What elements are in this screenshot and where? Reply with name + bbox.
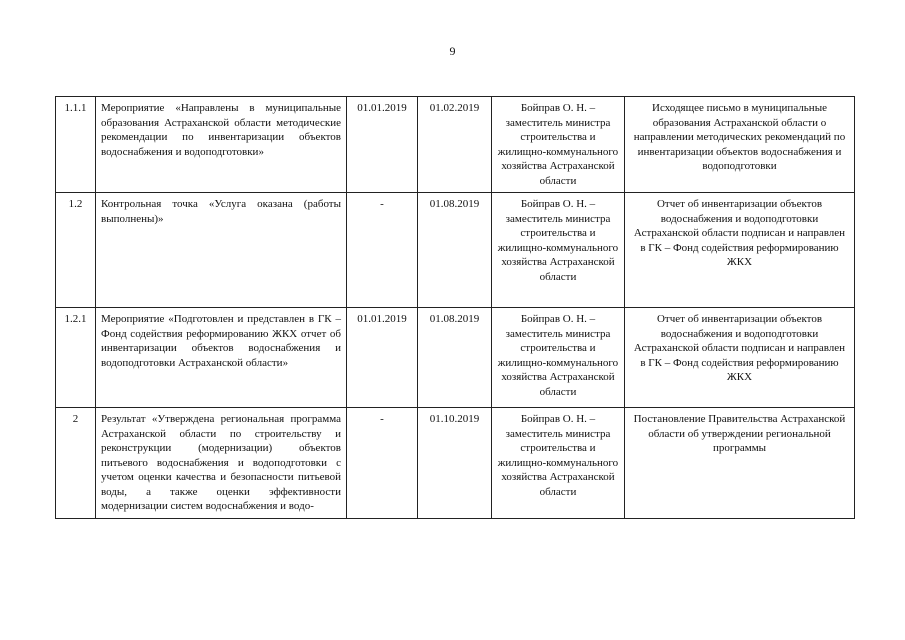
responsible-cell: Бойправ О. Н. – заместитель министра строительства и жилищно-коммунального хозяйства Астраханской области xyxy=(492,193,625,308)
activity-cell: Результат «Утверждена региональная программа Астраханской области по строительству и реконструкции (модернизации) объектов питьевого водоснабжения и водоподготовки с учетом оценки качества и безопасности питьевой воды, а также оценки эффективности модернизации систем водоснабжения и водо- xyxy=(96,408,347,519)
table-row xyxy=(56,408,855,519)
responsible-cell: Бойправ О. Н. – заместитель министра строительства и жилищно-коммунального хозяйства Астраханской области xyxy=(492,308,625,408)
start-date-cell: 01.01.2019 xyxy=(347,308,418,408)
end-date-cell: 01.10.2019 xyxy=(418,408,492,519)
table-row xyxy=(56,97,855,193)
row-number: 1.2 xyxy=(56,193,96,308)
activity-cell: Контрольная точка «Услуга оказана (работы выполнены)» xyxy=(96,193,347,308)
activity-cell: Мероприятие «Направлены в муниципальные образования Астраханской области методические рекомендации по инвентаризации объектов водоснабжения и водоподготовки» xyxy=(96,97,347,193)
activity-cell: Мероприятие «Подготовлен и представлен в ГК – Фонд содействия реформированию ЖКХ отчет об инвентаризации объектов водоснабжения и водоподготовки Астраханской области» xyxy=(96,308,347,408)
start-date-cell: 01.01.2019 xyxy=(347,97,418,193)
plan-table xyxy=(55,96,855,519)
result-cell: Исходящее письмо в муниципальные образования Астраханской области о направлении методических рекомендаций по инвентаризации объектов водоснабжения и водоподготовки xyxy=(625,97,855,193)
end-date-cell: 01.02.2019 xyxy=(418,97,492,193)
end-date-cell: 01.08.2019 xyxy=(418,193,492,308)
row-number: 1.2.1 xyxy=(56,308,96,408)
responsible-cell: Бойправ О. Н. – заместитель министра строительства и жилищно-коммунального хозяйства Астраханской области xyxy=(492,97,625,193)
result-cell: Отчет об инвентаризации объектов водоснабжения и водоподготовки Астраханской области подписан и направлен в ГК – Фонд содействия реформированию ЖКХ xyxy=(625,308,855,408)
result-cell: Постановление Правительства Астраханской области об утверждении региональной программы xyxy=(625,408,855,519)
row-number: 1.1.1 xyxy=(56,97,96,193)
result-cell: Отчет об инвентаризации объектов водоснабжения и водоподготовки Астраханской области подписан и направлен в ГК – Фонд содействия реформированию ЖКХ xyxy=(625,193,855,308)
row-number: 2 xyxy=(56,408,96,519)
start-date-cell: - xyxy=(347,408,418,519)
start-date-cell: - xyxy=(347,193,418,308)
table-row xyxy=(56,308,855,408)
end-date-cell: 01.08.2019 xyxy=(418,308,492,408)
page-number: 9 xyxy=(449,44,456,58)
responsible-cell: Бойправ О. Н. – заместитель министра строительства и жилищно-коммунального хозяйства Астраханской области xyxy=(492,408,625,519)
table-row xyxy=(56,193,855,308)
